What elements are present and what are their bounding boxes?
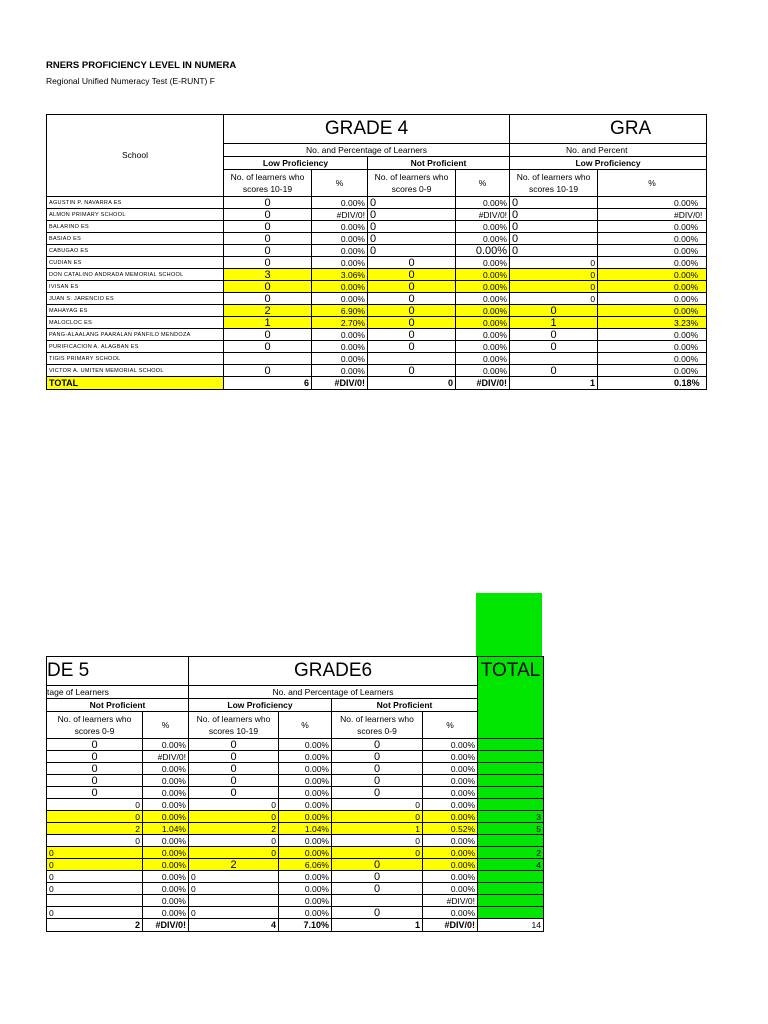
table-cell: 0 <box>189 763 279 775</box>
table-cell: 0.00% <box>456 221 510 233</box>
school-name: MAHAYAG ES <box>47 305 224 317</box>
table-cell: 0 <box>47 763 143 775</box>
table-cell: 1 <box>224 317 312 329</box>
table-cell: 0 <box>332 907 423 919</box>
table-cell: 0 <box>332 883 423 895</box>
total-cell: #DIV/0! <box>423 919 478 932</box>
table-cell: 0.00% <box>312 245 368 257</box>
total-column-fill <box>476 593 542 656</box>
table-cell: 0.00% <box>279 835 332 847</box>
table-cell: 0.00% <box>143 907 189 919</box>
table-cell: 0.00% <box>598 233 707 245</box>
table-cell: 0.00% <box>456 329 510 341</box>
grade5-header-partial: GRA <box>510 115 707 144</box>
table-cell: 6.90% <box>312 305 368 317</box>
table-cell: #DIV/0! <box>598 209 707 221</box>
table-cell: 0 <box>47 835 143 847</box>
table-cell: 0 <box>189 883 279 895</box>
table-row <box>47 353 707 365</box>
table-cell: 0.00% <box>456 305 510 317</box>
table-grade4 <box>46 114 707 390</box>
total-cell: 4 <box>478 859 544 871</box>
total-cell <box>478 763 544 775</box>
school-name: MALOCLOC ES <box>47 317 224 329</box>
table-cell: 0.00% <box>598 293 707 305</box>
table-row <box>47 907 544 919</box>
table-cell: 0 <box>368 221 456 233</box>
table-cell: 1.04% <box>143 823 189 835</box>
table-row <box>47 751 544 763</box>
table-cell: 0.00% <box>143 895 189 907</box>
low-proficiency-header-g5: Low Proficiency <box>510 157 707 170</box>
table-cell: 0 <box>224 221 312 233</box>
table-cell: 0 <box>510 221 598 233</box>
total-cell: #DIV/0! <box>456 377 510 390</box>
table-row <box>47 859 544 871</box>
table-cell: 0 <box>189 871 279 883</box>
grade6-header: GRADE6 <box>189 657 478 686</box>
learners-header-g4: No. and Percentage of Learners <box>224 144 510 157</box>
total-cell: 14 <box>478 919 544 932</box>
table-cell: 0 <box>510 341 598 353</box>
school-header: School <box>47 115 224 197</box>
table-cell: 0 <box>368 341 456 353</box>
table-cell: 0.00% <box>423 751 478 763</box>
table-row <box>47 317 707 329</box>
table-row <box>47 895 544 907</box>
table-cell: 1 <box>332 823 423 835</box>
table-cell: 0.00% <box>598 329 707 341</box>
total-cell <box>478 907 544 919</box>
table-cell: 0.00% <box>279 751 332 763</box>
table-cell: 0 <box>510 197 598 209</box>
table-cell: 0 <box>332 811 423 823</box>
table1-viewport <box>46 114 703 404</box>
table-cell: 0.00% <box>312 257 368 269</box>
table-cell: 0 <box>189 787 279 799</box>
table-row <box>47 811 544 823</box>
table-cell: 2 <box>189 859 279 871</box>
total-header: TOTAL <box>478 657 544 739</box>
school-name: JUAN S. JARENCIO ES <box>47 293 224 305</box>
table-cell: 2 <box>224 305 312 317</box>
table-cell: 0 <box>189 799 279 811</box>
table-cell: 0.00% <box>279 883 332 895</box>
table-cell: 0 <box>510 257 598 269</box>
table-cell: 0 <box>189 907 279 919</box>
grade5-header-partial: DE 5 <box>47 657 189 686</box>
table-cell: #DIV/0! <box>456 209 510 221</box>
table-row <box>47 341 707 353</box>
total-cell: #DIV/0! <box>312 377 368 390</box>
table-cell: 0.00% <box>143 787 189 799</box>
total-cell <box>478 799 544 811</box>
table-cell: 0.00% <box>456 317 510 329</box>
table-cell: 0.00% <box>423 799 478 811</box>
table-cell: 0 <box>224 197 312 209</box>
learners-header-g5: No. and Percent <box>510 144 707 157</box>
table-cell: 0 <box>332 859 423 871</box>
table-cell: 0.00% <box>312 293 368 305</box>
table-cell: 0.00% <box>143 799 189 811</box>
table-cell: 0.00% <box>423 907 478 919</box>
col-not-count: No. of learners who scores 0-9 <box>47 712 143 739</box>
table-row <box>47 221 707 233</box>
table-cell: 0 <box>47 739 143 751</box>
table-cell: 0 <box>47 859 143 871</box>
table-cell: 0 <box>47 871 143 883</box>
table-cell: 0.00% <box>423 787 478 799</box>
table-cell: 0.00% <box>279 895 332 907</box>
school-name: PURIFICACION A. ALAGBAN ES <box>47 341 224 353</box>
table-cell: 0.00% <box>456 233 510 245</box>
table-cell: 0 <box>510 365 598 377</box>
table-cell: 0 <box>189 775 279 787</box>
table-row <box>47 269 707 281</box>
table-cell: 0.00% <box>456 353 510 365</box>
table-cell: 0 <box>224 329 312 341</box>
table-cell: 0 <box>368 329 456 341</box>
table-cell: 0 <box>189 811 279 823</box>
table-cell: 0 <box>47 883 143 895</box>
total-cell: 6 <box>224 377 312 390</box>
table-row <box>47 281 707 293</box>
table-cell: 6.06% <box>279 859 332 871</box>
table-cell: 0.00% <box>598 257 707 269</box>
total-cell <box>478 895 544 907</box>
total-cell: 0 <box>368 377 456 390</box>
table-cell: 0 <box>47 775 143 787</box>
total-cell: 2 <box>47 919 143 932</box>
table-cell: 0.00% <box>279 799 332 811</box>
table-cell: 0 <box>47 799 143 811</box>
table-cell: 0.00% <box>143 871 189 883</box>
table-cell: 0 <box>510 305 598 317</box>
table-cell: 0.00% <box>279 775 332 787</box>
table-cell: 0 <box>224 365 312 377</box>
col-not-count: No. of learners who scores 0-9 <box>368 170 456 197</box>
table-cell: 2 <box>189 823 279 835</box>
total-cell <box>478 883 544 895</box>
table-row <box>47 329 707 341</box>
table-cell: 0.00% <box>598 341 707 353</box>
table-cell: 0.00% <box>456 281 510 293</box>
learners-header-g5: tage of Learners <box>47 686 189 699</box>
table-row <box>47 257 707 269</box>
col-pct: % <box>423 712 478 739</box>
table-cell: 0.00% <box>312 365 368 377</box>
table-cell: 0.00% <box>279 787 332 799</box>
table-cell: 0 <box>224 209 312 221</box>
table-cell: 0 <box>332 835 423 847</box>
table-cell: 0.00% <box>598 281 707 293</box>
table-cell: 0 <box>332 739 423 751</box>
table-cell: 0.00% <box>456 365 510 377</box>
school-name: CUDIAN ES <box>47 257 224 269</box>
table-row <box>47 305 707 317</box>
table-row <box>47 799 544 811</box>
table-cell: 0.00% <box>279 811 332 823</box>
col-low-count: No. of learners who scores 10-19 <box>224 170 312 197</box>
table-cell: 0 <box>224 245 312 257</box>
table2-viewport <box>46 656 543 948</box>
table-cell: 0.00% <box>279 871 332 883</box>
table-row <box>47 739 544 751</box>
table-cell: 0.00% <box>143 847 189 859</box>
table-cell: 0.00% <box>279 763 332 775</box>
table-cell: 0.00% <box>456 269 510 281</box>
table-cell: 0.00% <box>423 871 478 883</box>
table-row <box>47 775 544 787</box>
table-cell: 0.00% <box>143 775 189 787</box>
col-pct: % <box>143 712 189 739</box>
table-cell: 0 <box>224 257 312 269</box>
table-cell: 0.52% <box>423 823 478 835</box>
table-cell: 0.00% <box>279 739 332 751</box>
school-name: BALARINO ES <box>47 221 224 233</box>
table-cell: 3.06% <box>312 269 368 281</box>
table-cell: 0 <box>189 739 279 751</box>
table-row <box>47 871 544 883</box>
table-cell: 0 <box>47 787 143 799</box>
not-proficient-header-g5: Not Proficient <box>47 699 189 712</box>
table-cell: 0.00% <box>423 763 478 775</box>
total-cell <box>478 739 544 751</box>
not-proficient-header-g4: Not Proficient <box>368 157 510 170</box>
table-cell: 0.00% <box>143 883 189 895</box>
table-grade5-6 <box>46 656 544 932</box>
table-row <box>47 245 707 257</box>
table-cell: 3 <box>224 269 312 281</box>
table-cell: 0.00% <box>312 221 368 233</box>
table-cell: 0 <box>332 787 423 799</box>
table-cell: 0.00% <box>456 293 510 305</box>
table-cell <box>189 895 279 907</box>
table-cell: 0 <box>332 871 423 883</box>
table-row <box>47 233 707 245</box>
school-name: BASIAO ES <box>47 233 224 245</box>
table-cell: 0.00% <box>312 353 368 365</box>
table-cell: 0 <box>47 751 143 763</box>
table-cell: 0.00% <box>598 197 707 209</box>
sheet-title: RNERS PROFICIENCY LEVEL IN NUMERA <box>46 60 237 71</box>
table-cell: 0 <box>510 233 598 245</box>
table-cell: 0.00% <box>456 245 510 257</box>
col-pct: % <box>456 170 510 197</box>
table-cell: 0 <box>368 281 456 293</box>
table-cell: 0.00% <box>423 775 478 787</box>
table-cell: 0 <box>368 257 456 269</box>
not-proficient-header-g6: Not Proficient <box>332 699 478 712</box>
table-cell: 0.00% <box>423 739 478 751</box>
table-cell: 0 <box>224 233 312 245</box>
total-cell: #DIV/0! <box>143 919 189 932</box>
low-proficiency-header-g4: Low Proficiency <box>224 157 368 170</box>
table-cell: 0 <box>332 775 423 787</box>
table-cell: 0 <box>224 293 312 305</box>
table-row <box>47 365 707 377</box>
table-cell: 0 <box>332 751 423 763</box>
total-cell: 4 <box>189 919 279 932</box>
table-cell: 0.00% <box>312 197 368 209</box>
table-row <box>47 883 544 895</box>
table-cell <box>224 353 312 365</box>
total-cell: 2 <box>478 847 544 859</box>
table-cell: 0.00% <box>143 811 189 823</box>
table-cell: 0.00% <box>598 269 707 281</box>
table-cell: 0 <box>189 847 279 859</box>
table-row <box>47 847 544 859</box>
school-name: VICTOR A. UMITEN MEMORIAL SCHOOL <box>47 365 224 377</box>
total-cell: 3 <box>478 811 544 823</box>
table-cell: 0.00% <box>423 811 478 823</box>
grade4-header: GRADE 4 <box>224 115 510 144</box>
table-cell: 0.00% <box>598 305 707 317</box>
total-cell <box>478 871 544 883</box>
table-cell: #DIV/0! <box>312 209 368 221</box>
table-cell: 1 <box>510 317 598 329</box>
table-cell: 0 <box>47 907 143 919</box>
total-cell: 1 <box>510 377 598 390</box>
table-cell: 0 <box>332 763 423 775</box>
table-cell: 0.00% <box>423 883 478 895</box>
table-cell: 0 <box>368 233 456 245</box>
table-cell: 0 <box>368 269 456 281</box>
table-row <box>47 209 707 221</box>
table-cell: 1.04% <box>279 823 332 835</box>
table-cell: 0.00% <box>456 257 510 269</box>
table-row <box>47 293 707 305</box>
table-cell: 0 <box>368 317 456 329</box>
table-cell: 0 <box>368 209 456 221</box>
table-cell: 0.00% <box>423 847 478 859</box>
table-cell: #DIV/0! <box>423 895 478 907</box>
table-cell: 2.70% <box>312 317 368 329</box>
col-low-count: No. of learners who scores 10-19 <box>189 712 279 739</box>
table-cell: 0 <box>224 281 312 293</box>
table-cell: 0.00% <box>423 835 478 847</box>
table-cell: 0 <box>224 341 312 353</box>
table-cell: 0.00% <box>598 245 707 257</box>
col-pct: % <box>279 712 332 739</box>
table-cell: 0 <box>510 281 598 293</box>
table-row <box>47 763 544 775</box>
table-cell: 0 <box>189 835 279 847</box>
table-cell: 0 <box>510 209 598 221</box>
table-cell: #DIV/0! <box>143 751 189 763</box>
school-name: DON CATALINO ANDRADA MEMORIAL SCHOOL <box>47 269 224 281</box>
table-cell <box>47 895 143 907</box>
table-cell: 0.00% <box>279 847 332 859</box>
table-cell: 0.00% <box>143 859 189 871</box>
total-label: TOTAL <box>47 377 224 390</box>
table-cell: 0 <box>47 847 143 859</box>
table-cell <box>368 353 456 365</box>
table-cell: 0 <box>510 329 598 341</box>
table-cell: 0.00% <box>598 353 707 365</box>
col-pct: % <box>598 170 707 197</box>
total-cell <box>478 751 544 763</box>
table-cell: 0 <box>510 293 598 305</box>
table-cell <box>510 353 598 365</box>
total-cell: 5 <box>478 823 544 835</box>
col-pct: % <box>312 170 368 197</box>
table-cell: 0.00% <box>143 763 189 775</box>
table-cell: 0 <box>368 305 456 317</box>
table-cell: 0.00% <box>456 341 510 353</box>
total-cell <box>478 775 544 787</box>
table-cell: 0.00% <box>312 281 368 293</box>
table-cell: 0 <box>332 799 423 811</box>
table-cell: 0.00% <box>598 365 707 377</box>
sheet-subtitle: Regional Unified Numeracy Test (E-RUNT) F <box>46 76 215 86</box>
table-cell: 0.00% <box>143 739 189 751</box>
table-cell: 0 <box>510 269 598 281</box>
col-not-count: No. of learners who scores 0-9 <box>332 712 423 739</box>
table-cell: 0.00% <box>312 329 368 341</box>
school-name: CABUGAO ES <box>47 245 224 257</box>
table-cell: 0.00% <box>456 197 510 209</box>
table-cell: 0.00% <box>279 907 332 919</box>
table-cell: 0 <box>47 811 143 823</box>
low-proficiency-header-g6: Low Proficiency <box>189 699 332 712</box>
table-cell: 3.23% <box>598 317 707 329</box>
table-cell: 0.00% <box>312 341 368 353</box>
table-cell: 0 <box>368 245 456 257</box>
table-row <box>47 823 544 835</box>
table-row <box>47 197 707 209</box>
table-cell: 0 <box>368 365 456 377</box>
total-cell <box>478 835 544 847</box>
table-cell: 0 <box>510 245 598 257</box>
table-row <box>47 835 544 847</box>
table-cell: 0 <box>332 847 423 859</box>
total-cell: 7.10% <box>279 919 332 932</box>
school-name: AGUSTIN P. NAVARRA ES <box>47 197 224 209</box>
school-name: PANG-ALAALANG PAARALAN PANFILO MENDOZA <box>47 329 224 341</box>
total-cell: 1 <box>332 919 423 932</box>
school-name: TIGIS PRIMARY SCHOOL <box>47 353 224 365</box>
col-low-count: No. of learners who scores 10-19 <box>510 170 598 197</box>
table-row <box>47 787 544 799</box>
table-cell: 0.00% <box>143 835 189 847</box>
table-cell: 0 <box>189 751 279 763</box>
school-name: IVISAN ES <box>47 281 224 293</box>
total-cell: 0.18% <box>598 377 707 390</box>
table-cell: 0.00% <box>598 221 707 233</box>
school-name: ALMON PRIMARY SCHOOL <box>47 209 224 221</box>
table-cell: 0 <box>368 197 456 209</box>
table-cell: 0.00% <box>423 859 478 871</box>
table-cell <box>332 895 423 907</box>
table-cell: 2 <box>47 823 143 835</box>
learners-header-g6: No. and Percentage of Learners <box>189 686 478 699</box>
table-cell: 0 <box>368 293 456 305</box>
total-cell <box>478 787 544 799</box>
table-cell: 0.00% <box>312 233 368 245</box>
